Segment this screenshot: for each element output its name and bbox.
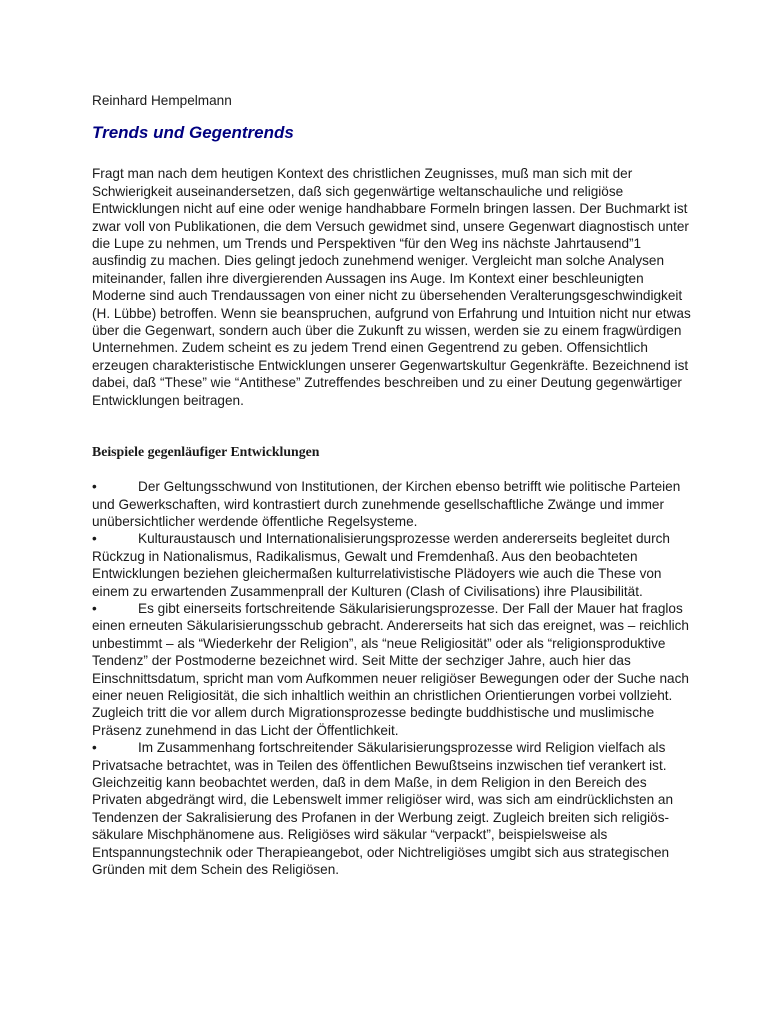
bullet-item xyxy=(92,530,692,600)
bullet-icon: • xyxy=(92,740,97,756)
bullet-icon: • xyxy=(92,479,97,495)
section-heading: Beispiele gegenläufiger Entwicklungen xyxy=(92,444,320,460)
bullet-list xyxy=(92,478,692,878)
document-page xyxy=(92,92,692,878)
bullet-item xyxy=(92,478,692,530)
bullet-item xyxy=(92,739,692,878)
bullet-icon: • xyxy=(92,600,97,616)
bullet-text: Im Zusammenhang fortschreitender Säkularisierungsprozesse wird Religion vielfach als Privatsache betrachtet, was in Teilen des öffentlichen Bewußtseins inzwischen tief verankert ist. Gleichzeitig kann beobachtet werden, daß in dem Maße, in dem Religion in den Bereich des Privaten abgedrängt wird, die Lebenswelt immer religiöser wird, was sich am eindrücklichsten an Tendenzen der Sakralisierung des Profanen in der Werbung zeigt. Zugleich breiten sich religiös-säkulare Mischphänomene aus. Religiöses wird säkular “verpackt”, beispielsweise als Entspannungstechnik oder Therapieangebot, oder Nichtreligiöses umgibt sich aus strategischen Gründen mit dem Schein des Religiösen. xyxy=(92,740,674,878)
intro-paragraph: Fragt man nach dem heutigen Kontext des christlichen Zeugnisses, muß man sich mit der Schwierigkeit auseinandersetzen, daß sich gegenwärtige weltanschauliche und religiöse Entwicklungen nicht auf eine oder wenige handhabbare Formeln bringen lassen. Der Buchmarkt ist zwar voll von Publikationen, die dem Versuch gewidmet sind, unsere Gegenwart diagnostisch unter die Lupe zu nehmen, um Trends und Perspektiven “für den Weg ins nächste Jahrtausend”1 ausfindig zu machen. Dies gelingt jedoch zunehmend weniger. Vergleicht man solche Analysen miteinander, fallen ihre divergierenden Aussagen ins Auge. Im Kontext einer beschleunigten Moderne sind auch Trendaussagen von einer nicht zu übersehenden Veralterungsgeschwindigkeit (H. Lübbe) betroffen. Wenn sie beanspruchen, aufgrund von Erfahrung und Intuition nicht nur etwas über die Gegenwart, sondern auch über die Zukunft zu wissen, werden sie zu einem fragwürdigen Unternehmen. Zudem scheint es zu jedem Trend einen Gegentrend zu geben. Offensichtlich erzeugen charakteristische Entwicklungen unserer Gegenwartskultur Gegenkräfte. Bezeichnend ist dabei, daß “These” wie “Antithese” Zutreffendes beschreiben und zu einer Deutung gegenwärtiger Entwicklungen beitragen. xyxy=(92,166,691,408)
bullet-text: Es gibt einerseits fortschreitende Säkularisierungsprozesse. Der Fall der Mauer hat fraglos einen erneuten Säkularisierungsschub gebracht. Andererseits hat sich das ereignet, was – reichlich unbestimmt – als “Wiederkehr der Religion”, als “neue Religiosität” oder als “religionsproduktive Tendenz” der Postmoderne bezeichnet wird. Seit Mitte der sechziger Jahre, auch hier das Einschnittsdatum, spricht man vom Aufkommen neuer religiöser Bewegungen oder der Suche nach einer neuen Religiosität, die sich inhaltlich weithin an christlichen Orientierungen vorbei vollzieht. Zugleich tritt die vor allem durch Migrationsprozesse bedingte buddhistische und muslimische Präsenz zunehmend in das Licht der Öffentlichkeit. xyxy=(92,600,689,738)
bullet-text: Der Geltungsschwund von Institutionen, der Kirchen ebenso betrifft wie politische Parteien und Gewerkschaften, wird kontrastiert durch zunehmende gesellschaftliche Zwänge und immer unübersichtlicher werdende öffentliche Regelsysteme. xyxy=(92,479,681,529)
bullet-text: Kulturaustausch und Internationalisierungsprozesse werden andererseits begleitet durch Rückzug in Nationalismus, Radikalismus, Gewalt und Fremdenhaß. Aus den beobachteten Entwicklungen beziehen gleichermaßen kulturrelativistische Plädoyers wie auch die These von einem zu erwartenden Zusammenprall der Kulturen (Clash of Civilisations) ihre Plausibilität. xyxy=(92,531,670,599)
document-title: Trends und Gegentrends xyxy=(92,123,294,143)
bullet-icon: • xyxy=(92,531,97,547)
bullet-item xyxy=(92,600,692,739)
author-name: Reinhard Hempelmann xyxy=(92,93,232,108)
